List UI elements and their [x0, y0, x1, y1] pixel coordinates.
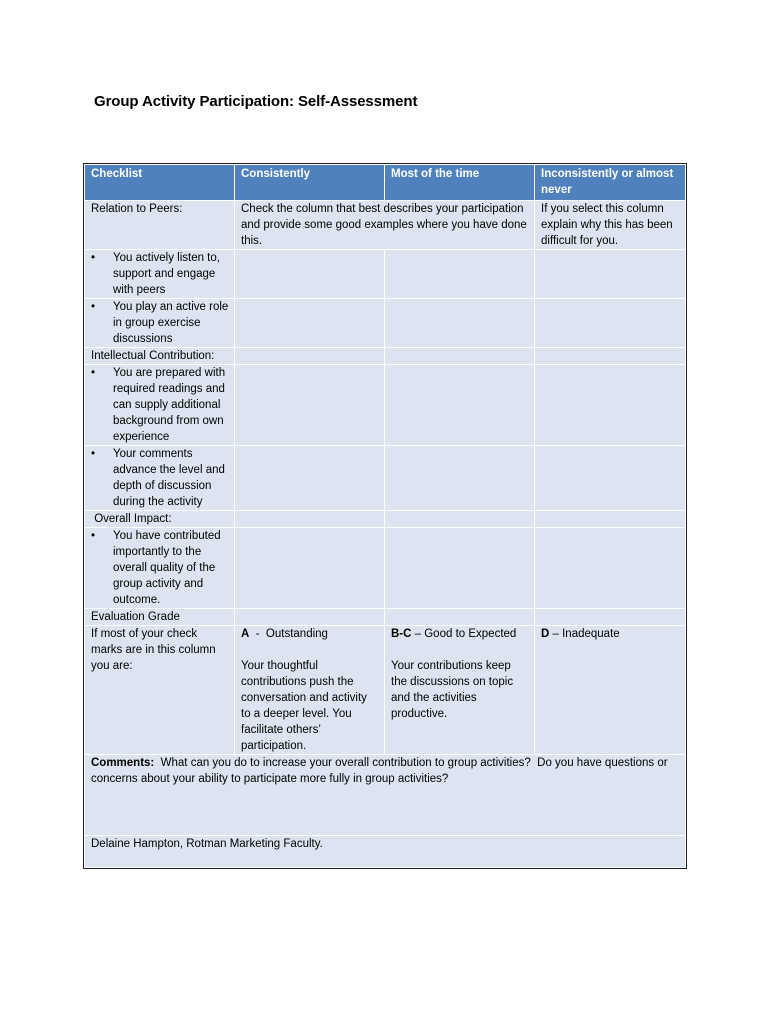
grade-a-letter: A — [241, 628, 250, 640]
empty-cell — [235, 348, 385, 365]
empty-cell — [235, 609, 385, 626]
checklist-item — [85, 528, 235, 609]
column-header-inconsistently: Inconsistently or almost never — [535, 165, 686, 201]
section-row-intellectual — [85, 348, 686, 365]
section-row-overall — [85, 511, 686, 528]
instruction-text: Check the column that best describes your participation and provide some good examples where you have done this. — [235, 201, 535, 250]
bullet-icon: • — [91, 448, 96, 460]
bullet-icon: • — [91, 252, 96, 264]
checklist-item-text: You are prepared with required readings and can supply additional background from own experience — [113, 367, 226, 443]
comments-row — [85, 755, 686, 836]
bullet-icon: • — [91, 530, 96, 542]
comments-prompt: What can you do to increase your overall contribution to group activities? Do you have questions or concerns about your ability to participate more fully in group activities? — [91, 757, 671, 785]
section-row-relation — [85, 201, 686, 250]
grade-bc-heading — [391, 626, 529, 642]
explain-text: If you select this column explain why this has been difficult for you. — [535, 201, 686, 250]
section-label-intellectual: Intellectual Contribution: — [85, 348, 235, 365]
grade-intro: If most of your check marks are in this column you are: — [85, 626, 235, 755]
checklist-row — [85, 528, 686, 609]
bullet-icon: • — [91, 301, 96, 313]
check-cell-consistently[interactable] — [235, 299, 385, 348]
grade-d-cell — [535, 626, 686, 755]
check-cell-most-of-the-time[interactable] — [385, 446, 535, 511]
check-cell-consistently[interactable] — [235, 528, 385, 609]
checklist-item-text: Your comments advance the level and depth of discussion during the activity — [113, 448, 225, 508]
check-cell-most-of-the-time[interactable] — [385, 365, 535, 446]
grade-a-description: Your thoughtful contributions push the conversation and activity to a deeper level. You facilitate others’ participation. — [241, 660, 367, 752]
check-cell-most-of-the-time[interactable] — [385, 299, 535, 348]
column-header-checklist: Checklist — [85, 165, 235, 201]
section-label-overall: Overall Impact: — [85, 511, 235, 528]
check-cell-inconsistently[interactable] — [535, 528, 686, 609]
grade-a-heading — [241, 626, 379, 642]
grade-bc-letter: B-C — [391, 628, 412, 640]
header-row — [85, 165, 686, 201]
checklist-row — [85, 365, 686, 446]
check-cell-consistently[interactable] — [235, 365, 385, 446]
empty-cell — [535, 511, 686, 528]
grade-d-heading — [541, 626, 680, 642]
grade-bc-cell — [385, 626, 535, 755]
check-cell-most-of-the-time[interactable] — [385, 250, 535, 299]
grade-d-label: – Inadequate — [549, 628, 620, 640]
check-cell-consistently[interactable] — [235, 250, 385, 299]
empty-cell — [235, 511, 385, 528]
checklist-row — [85, 299, 686, 348]
checklist-item-text: You play an active role in group exercise discussions — [113, 301, 229, 345]
empty-cell — [535, 609, 686, 626]
checklist-item — [85, 446, 235, 511]
check-cell-inconsistently[interactable] — [535, 250, 686, 299]
footer-row — [85, 836, 686, 868]
empty-cell — [385, 609, 535, 626]
check-cell-inconsistently[interactable] — [535, 299, 686, 348]
author-credit: Delaine Hampton, Rotman Marketing Faculty. — [85, 836, 686, 868]
page-title: Group Activity Participation: Self-Assessment — [94, 93, 418, 110]
section-label-relation: Relation to Peers: — [85, 201, 235, 250]
comments-label: Comments: — [91, 757, 155, 769]
comments-cell[interactable] — [85, 755, 686, 836]
empty-cell — [535, 348, 686, 365]
check-cell-consistently[interactable] — [235, 446, 385, 511]
empty-cell — [385, 348, 535, 365]
column-header-consistently: Consistently — [235, 165, 385, 201]
section-row-grade — [85, 609, 686, 626]
column-header-most-of-the-time: Most of the time — [385, 165, 535, 201]
grade-a-cell — [235, 626, 385, 755]
checklist-item-text: You actively listen to, support and engage with peers — [113, 252, 220, 296]
bullet-icon: • — [91, 367, 96, 379]
checklist-row — [85, 250, 686, 299]
empty-cell — [385, 511, 535, 528]
checklist-row — [85, 446, 686, 511]
checklist-item — [85, 250, 235, 299]
checklist-item — [85, 299, 235, 348]
grade-d-letter: D — [541, 628, 550, 640]
grade-row — [85, 626, 686, 755]
checklist-item-text: You have contributed importantly to the overall quality of the group activity and outcome. — [113, 530, 221, 606]
checklist-item — [85, 365, 235, 446]
grade-bc-label: – Good to Expected — [411, 628, 517, 640]
section-label-grade: Evaluation Grade — [85, 609, 235, 626]
check-cell-inconsistently[interactable] — [535, 365, 686, 446]
grade-a-label: - Outstanding — [249, 628, 328, 640]
check-cell-most-of-the-time[interactable] — [385, 528, 535, 609]
check-cell-inconsistently[interactable] — [535, 446, 686, 511]
grade-bc-description: Your contributions keep the discussions on topic and the activities productive. — [391, 660, 514, 720]
self-assessment-table — [84, 164, 686, 868]
